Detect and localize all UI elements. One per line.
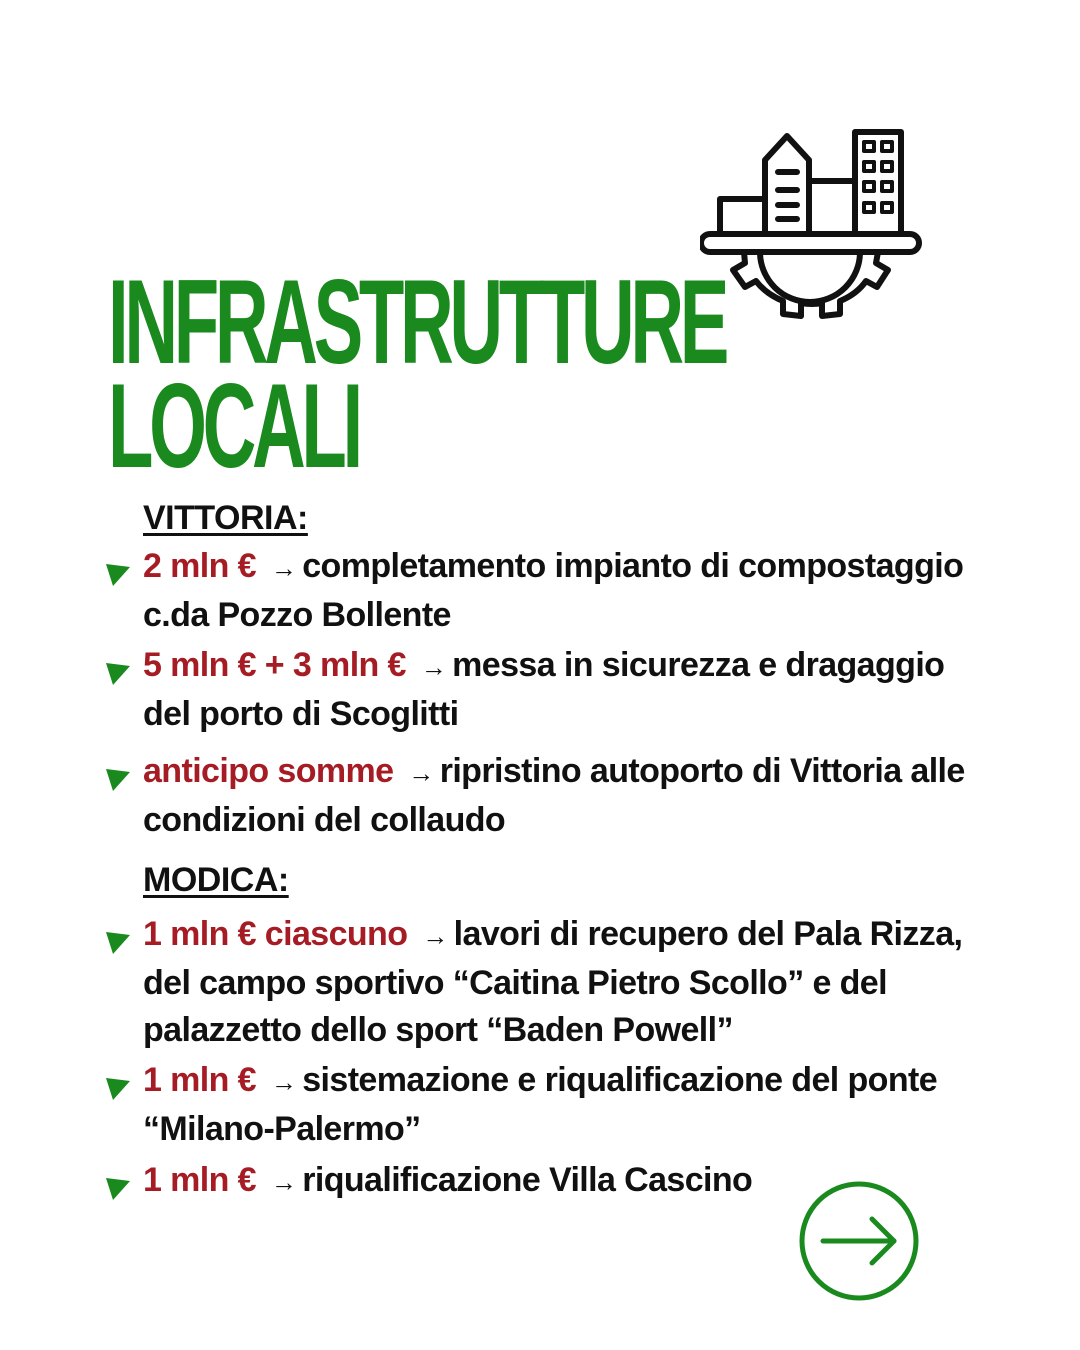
- list-item: [104, 543, 984, 639]
- item-description: ripristino autoporto di Vittoria alle condizioni del collaudo: [143, 752, 965, 839]
- title-line-2: LOCALI: [108, 359, 359, 493]
- list-item: [104, 748, 984, 844]
- triangle-bullet-icon: [104, 929, 132, 955]
- triangle-bullet-icon: [104, 1175, 132, 1201]
- item-description: sistemazione e riqualificazione del ponte “Milano-Palermo”: [143, 1061, 938, 1148]
- item-description: lavori di recupero del Pala Rizza, del campo sportivo “Caitina Pietro Scollo” e del palazzetto dello sport “Baden Powell”: [143, 915, 963, 1049]
- list-item: [104, 911, 984, 1054]
- list-item: [104, 1057, 984, 1153]
- item-amount: anticipo somme: [143, 752, 394, 790]
- city-buildings-on-gear-icon: [700, 128, 922, 348]
- arrow-glyph: →: [270, 1067, 297, 1097]
- arrow-glyph: →: [270, 553, 297, 583]
- item-amount: 2 mln €: [143, 547, 256, 585]
- item-description: completamento impianto di compostaggio c.da Pozzo Bollente: [143, 547, 964, 634]
- page-title: [108, 255, 726, 493]
- arrow-glyph: →: [408, 758, 434, 788]
- item-amount: 1 mln € ciascuno: [143, 915, 408, 953]
- arrow-glyph: →: [420, 652, 447, 682]
- item-amount: 1 mln €: [143, 1061, 256, 1099]
- triangle-bullet-icon: [104, 660, 132, 686]
- item-amount: 5 mln € + 3 mln €: [143, 646, 406, 684]
- triangle-bullet-icon: [104, 766, 132, 792]
- arrow-glyph: →: [422, 921, 448, 951]
- title-line-1: INFRASTRUTTURE: [108, 255, 726, 389]
- arrow-glyph: →: [270, 1167, 297, 1197]
- item-description: riqualificazione Villa Cascino: [302, 1161, 753, 1199]
- list-item: [104, 642, 984, 738]
- triangle-bullet-icon: [104, 1075, 132, 1101]
- arrow-right-icon: [823, 1219, 894, 1263]
- item-description: messa in sicurezza e dragaggio del porto di Scoglitti: [143, 646, 945, 733]
- triangle-bullet-icon: [104, 561, 132, 587]
- item-amount: 1 mln €: [143, 1161, 256, 1199]
- section-heading-modica: MODICA:: [143, 861, 289, 899]
- next-button[interactable]: [798, 1180, 920, 1302]
- section-heading-vittoria: VITTORIA:: [143, 499, 308, 537]
